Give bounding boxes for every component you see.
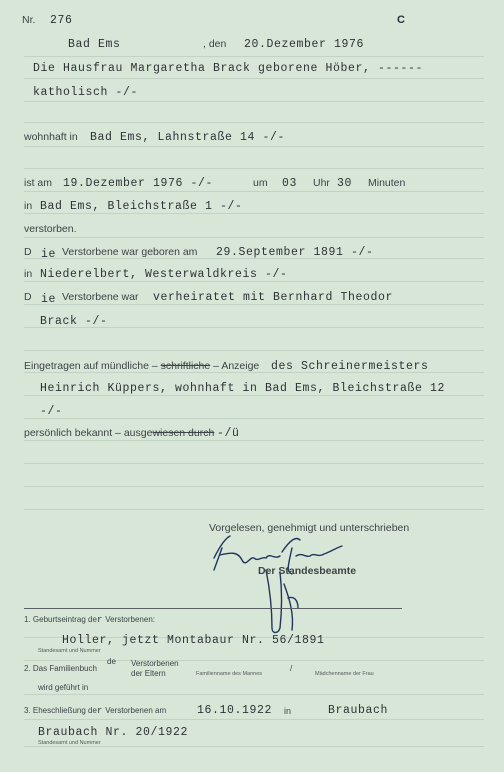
birth-place: Niederelbert, Westerwaldkreis -/- <box>40 268 288 281</box>
person-line-1: Die Hausfrau Margaretha Brack geborene Höber, ------ <box>33 62 424 75</box>
registration-line-3: -/- <box>40 405 63 418</box>
note3-caption: Standesamt und Nummer <box>38 740 101 746</box>
note1-de-fill: r <box>96 615 103 625</box>
known-label-a: persönlich bekannt – ausge <box>24 427 153 439</box>
ist-am-label: ist am <box>24 177 53 189</box>
note1-label-b: Verstorbenen: <box>105 615 155 624</box>
note1-label-a: 1. Geburtseintrag de <box>24 615 97 624</box>
marriage-place: Braubach <box>328 704 389 717</box>
note1-label <box>24 615 155 625</box>
note1-caption: Standesamt und Nummer <box>38 648 101 654</box>
birth-date: 29.September 1891 -/- <box>216 246 374 259</box>
note3-label <box>24 706 166 716</box>
death-hour: 03 <box>282 177 298 190</box>
note2-label: 2. Das Familienbuch <box>24 664 97 673</box>
residence-label: wohnhaft in <box>24 131 78 143</box>
death-in-label: in <box>24 200 33 212</box>
residence-value: Bad Ems, Lahnstraße 14 -/- <box>90 131 286 144</box>
marital-line-1: verheiratet mit Bernhard Theodor <box>153 291 394 304</box>
vorgelesen-text: Vorgelesen, genehmigt und unterschrieben <box>209 522 410 534</box>
nr-label: Nr. <box>22 14 36 26</box>
note2-familienname: Familienname des Mannes <box>196 671 263 677</box>
den-label: , den <box>203 38 227 50</box>
birth-label: Verstorbene war geboren am <box>62 246 198 258</box>
birth-ie-suffix: ie <box>41 248 57 261</box>
birth-in-label: in <box>24 268 33 280</box>
marital-d-letter: D <box>24 291 32 303</box>
note3-label-b: Verstorbenen am <box>105 706 167 715</box>
note2-slash: / <box>290 664 293 673</box>
verstorben-label: verstorben. <box>24 223 77 235</box>
registration-label-struck: schriftliche <box>160 360 211 372</box>
death-place: Bad Ems, Bleichstraße 1 -/- <box>40 200 243 213</box>
registration-line-1: des Schreinermeisters <box>271 360 429 373</box>
marital-ie-suffix: ie <box>41 293 57 306</box>
standesbeamte-label: Der Standesbeamte <box>258 565 357 577</box>
note2-gefuehrt: wird geführt in <box>38 683 89 692</box>
marital-line-2: Brack -/- <box>40 315 108 328</box>
nr-value: 276 <box>50 14 73 27</box>
record-date: 20.Dezember 1976 <box>244 38 365 51</box>
birth-d-letter: D <box>24 246 32 258</box>
minuten-label: Minuten <box>368 177 406 189</box>
person-line-2: katholisch -/- <box>33 86 139 99</box>
note3-in: in <box>284 706 292 716</box>
note2-de: de <box>107 657 116 666</box>
note2-der-eltern: der Eltern <box>131 669 166 678</box>
death-minute: 30 <box>337 177 353 190</box>
place: Bad Ems <box>68 38 121 51</box>
note2-maedchenname: Mädchenname der Frau <box>315 671 374 677</box>
note3-label-a: 3. Eheschließung de <box>24 706 97 715</box>
note3-value: Braubach Nr. 20/1922 <box>38 726 189 739</box>
registration-line-2: Heinrich Küppers, wohnhaft in Bad Ems, Bleichstraße 12 <box>40 382 446 395</box>
death-date: 19.Dezember 1976 -/- <box>63 177 214 190</box>
uhr-label: Uhr <box>313 177 330 189</box>
section-divider <box>24 608 402 609</box>
um-label: um <box>253 177 268 189</box>
marriage-date: 16.10.1922 <box>197 704 273 717</box>
note3-de-fill: r <box>96 706 103 716</box>
known-value: -/ü <box>217 427 240 440</box>
registration-label-b: – Anzeige <box>213 360 260 372</box>
note2-verstorbenen: Verstorbenen <box>131 659 179 668</box>
marital-label: Verstorbene war <box>62 291 139 303</box>
note1-value: Holler, jetzt Montabaur Nr. 56/1891 <box>62 634 325 647</box>
known-label-struck: wiesen durch <box>152 427 215 439</box>
corner-letter: C <box>397 14 405 26</box>
registration-label-a: Eingetragen auf mündliche – <box>24 360 158 372</box>
